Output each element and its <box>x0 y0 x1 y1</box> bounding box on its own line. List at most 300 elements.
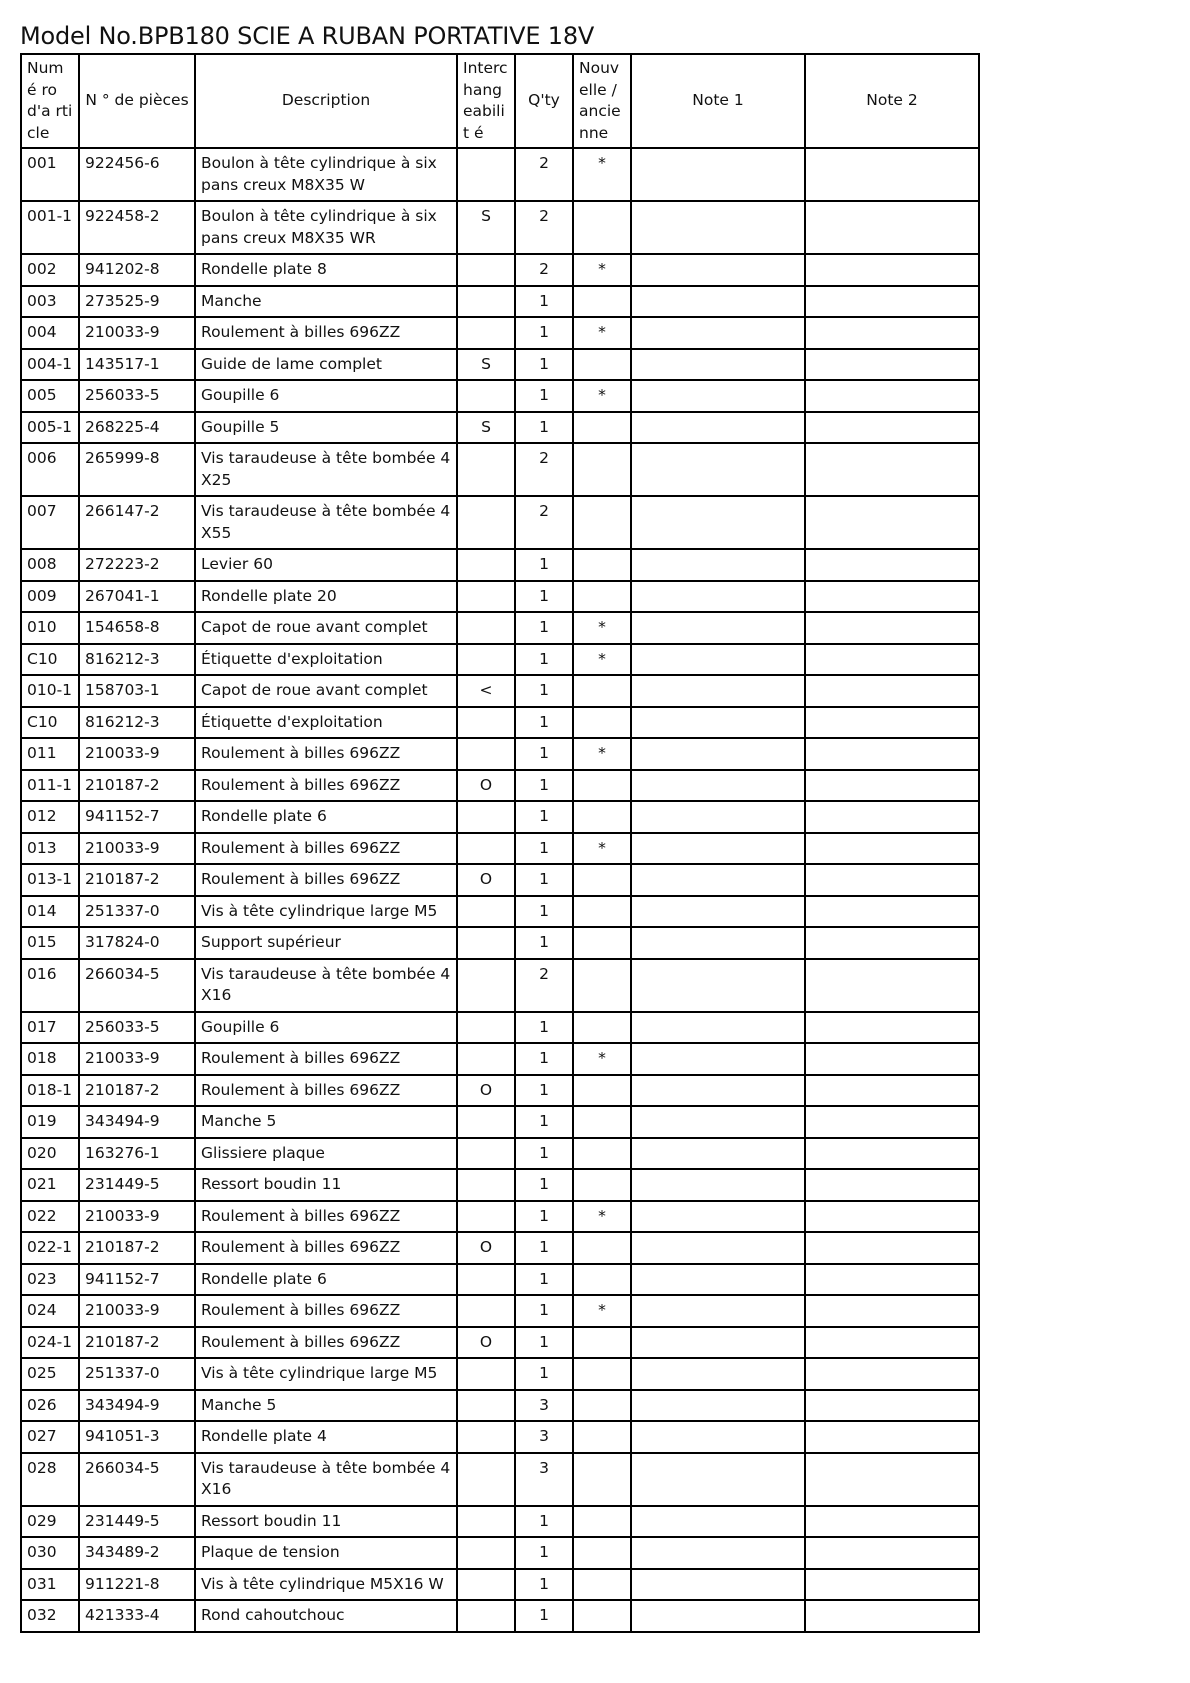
cell-description: Vis à tête cylindrique M5X16 W <box>195 1569 457 1601</box>
cell-note-2 <box>805 412 979 444</box>
cell-note-2 <box>805 1169 979 1201</box>
cell-description: Roulement à billes 696ZZ <box>195 1327 457 1359</box>
cell-description: Rondelle plate 20 <box>195 581 457 613</box>
cell-new-old: * <box>573 380 631 412</box>
cell-note-1 <box>631 1138 805 1170</box>
cell-interchangeability <box>457 317 515 349</box>
cell-new-old: * <box>573 148 631 201</box>
cell-item-number: 004-1 <box>21 349 79 381</box>
cell-note-2 <box>805 801 979 833</box>
cell-interchangeability <box>457 707 515 739</box>
table-row <box>21 1232 979 1264</box>
cell-item-number: 030 <box>21 1537 79 1569</box>
cell-note-2 <box>805 286 979 318</box>
cell-note-1 <box>631 770 805 802</box>
cell-description: Roulement à billes 696ZZ <box>195 770 457 802</box>
table-row <box>21 833 979 865</box>
cell-quantity: 1 <box>515 675 573 707</box>
cell-item-number: 020 <box>21 1138 79 1170</box>
cell-note-2 <box>805 1264 979 1296</box>
cell-interchangeability <box>457 801 515 833</box>
cell-item-number: 019 <box>21 1106 79 1138</box>
table-row <box>21 201 979 254</box>
table-row <box>21 1075 979 1107</box>
cell-description: Rondelle plate 4 <box>195 1421 457 1453</box>
cell-note-2 <box>805 1358 979 1390</box>
cell-part-number: 816212-3 <box>79 707 195 739</box>
cell-note-1 <box>631 581 805 613</box>
cell-note-1 <box>631 612 805 644</box>
cell-quantity: 1 <box>515 1201 573 1233</box>
table-header-row <box>21 54 979 148</box>
cell-note-1 <box>631 1600 805 1632</box>
cell-interchangeability <box>457 644 515 676</box>
cell-note-2 <box>805 1537 979 1569</box>
table-row <box>21 1043 979 1075</box>
table-row <box>21 959 979 1012</box>
cell-description: Manche <box>195 286 457 318</box>
cell-new-old <box>573 770 631 802</box>
cell-note-2 <box>805 1075 979 1107</box>
cell-part-number: 210187-2 <box>79 864 195 896</box>
parts-table <box>20 53 980 1633</box>
cell-note-2 <box>805 1600 979 1632</box>
cell-quantity: 1 <box>515 1169 573 1201</box>
cell-part-number: 143517-1 <box>79 349 195 381</box>
cell-interchangeability <box>457 1600 515 1632</box>
cell-interchangeability <box>457 581 515 613</box>
cell-new-old <box>573 549 631 581</box>
cell-part-number: 210187-2 <box>79 1327 195 1359</box>
cell-new-old <box>573 1358 631 1390</box>
cell-new-old <box>573 1537 631 1569</box>
cell-note-2 <box>805 738 979 770</box>
table-row <box>21 1295 979 1327</box>
cell-note-2 <box>805 201 979 254</box>
cell-part-number: 317824-0 <box>79 927 195 959</box>
cell-quantity: 2 <box>515 959 573 1012</box>
cell-new-old <box>573 581 631 613</box>
cell-description: Roulement à billes 696ZZ <box>195 738 457 770</box>
cell-part-number: 210033-9 <box>79 317 195 349</box>
cell-quantity: 2 <box>515 254 573 286</box>
cell-item-number: 024 <box>21 1295 79 1327</box>
cell-item-number: 007 <box>21 496 79 549</box>
cell-new-old <box>573 1169 631 1201</box>
cell-item-number: 003 <box>21 286 79 318</box>
table-row <box>21 1138 979 1170</box>
cell-quantity: 1 <box>515 1075 573 1107</box>
cell-description: Manche 5 <box>195 1106 457 1138</box>
table-row <box>21 349 979 381</box>
cell-interchangeability <box>457 1453 515 1506</box>
cell-interchangeability <box>457 1537 515 1569</box>
cell-quantity: 1 <box>515 738 573 770</box>
cell-quantity: 1 <box>515 1600 573 1632</box>
cell-description: Manche 5 <box>195 1390 457 1422</box>
cell-part-number: 210033-9 <box>79 833 195 865</box>
cell-description: Vis à tête cylindrique large M5 <box>195 1358 457 1390</box>
cell-description: Goupille 6 <box>195 380 457 412</box>
cell-description: Capot de roue avant complet <box>195 612 457 644</box>
cell-part-number: 267041-1 <box>79 581 195 613</box>
cell-interchangeability <box>457 927 515 959</box>
table-row <box>21 770 979 802</box>
cell-item-number: 013-1 <box>21 864 79 896</box>
cell-note-1 <box>631 1506 805 1538</box>
cell-quantity: 1 <box>515 1232 573 1264</box>
cell-note-1 <box>631 1453 805 1506</box>
table-row <box>21 644 979 676</box>
cell-item-number: 029 <box>21 1506 79 1538</box>
cell-new-old <box>573 1327 631 1359</box>
cell-description: Roulement à billes 696ZZ <box>195 1201 457 1233</box>
cell-note-2 <box>805 612 979 644</box>
cell-interchangeability <box>457 1264 515 1296</box>
header-quantity: Q'ty <box>515 54 573 148</box>
cell-quantity: 2 <box>515 148 573 201</box>
cell-item-number: 027 <box>21 1421 79 1453</box>
cell-new-old: * <box>573 612 631 644</box>
cell-note-2 <box>805 1421 979 1453</box>
cell-new-old: * <box>573 1201 631 1233</box>
table-row <box>21 864 979 896</box>
cell-new-old: * <box>573 738 631 770</box>
cell-item-number: 006 <box>21 443 79 496</box>
cell-description: Roulement à billes 696ZZ <box>195 1075 457 1107</box>
cell-item-number: 018-1 <box>21 1075 79 1107</box>
cell-new-old: * <box>573 833 631 865</box>
cell-note-2 <box>805 864 979 896</box>
cell-quantity: 3 <box>515 1421 573 1453</box>
cell-note-1 <box>631 675 805 707</box>
cell-note-2 <box>805 317 979 349</box>
cell-description: Goupille 6 <box>195 1012 457 1044</box>
cell-note-1 <box>631 380 805 412</box>
cell-new-old <box>573 896 631 928</box>
cell-note-1 <box>631 1537 805 1569</box>
cell-new-old <box>573 1232 631 1264</box>
cell-item-number: 013 <box>21 833 79 865</box>
cell-note-1 <box>631 959 805 1012</box>
cell-new-old <box>573 1390 631 1422</box>
cell-note-2 <box>805 496 979 549</box>
cell-note-2 <box>805 1295 979 1327</box>
table-row <box>21 1600 979 1632</box>
cell-quantity: 1 <box>515 1295 573 1327</box>
cell-interchangeability <box>457 896 515 928</box>
cell-part-number: 816212-3 <box>79 644 195 676</box>
cell-description: Roulement à billes 696ZZ <box>195 1043 457 1075</box>
cell-part-number: 343494-9 <box>79 1390 195 1422</box>
cell-description: Support supérieur <box>195 927 457 959</box>
table-row <box>21 1201 979 1233</box>
cell-quantity: 1 <box>515 1569 573 1601</box>
cell-item-number: 014 <box>21 896 79 928</box>
table-row <box>21 380 979 412</box>
cell-part-number: 265999-8 <box>79 443 195 496</box>
cell-note-2 <box>805 707 979 739</box>
cell-description: Vis à tête cylindrique large M5 <box>195 896 457 928</box>
cell-note-1 <box>631 496 805 549</box>
cell-part-number: 154658-8 <box>79 612 195 644</box>
cell-interchangeability: S <box>457 349 515 381</box>
cell-interchangeability <box>457 1043 515 1075</box>
cell-description: Étiquette d'exploitation <box>195 707 457 739</box>
header-part-number: N ° de pièces <box>79 54 195 148</box>
cell-item-number: 004 <box>21 317 79 349</box>
cell-note-2 <box>805 254 979 286</box>
cell-part-number: 922456-6 <box>79 148 195 201</box>
cell-part-number: 210187-2 <box>79 1075 195 1107</box>
cell-note-1 <box>631 644 805 676</box>
cell-part-number: 251337-0 <box>79 896 195 928</box>
cell-note-1 <box>631 1390 805 1422</box>
cell-quantity: 1 <box>515 1138 573 1170</box>
cell-part-number: 251337-0 <box>79 1358 195 1390</box>
cell-new-old <box>573 496 631 549</box>
cell-item-number: 008 <box>21 549 79 581</box>
table-row <box>21 581 979 613</box>
table-row <box>21 1421 979 1453</box>
cell-note-2 <box>805 1232 979 1264</box>
cell-description: Rondelle plate 6 <box>195 1264 457 1296</box>
table-row <box>21 549 979 581</box>
table-row <box>21 1390 979 1422</box>
cell-description: Goupille 5 <box>195 412 457 444</box>
cell-note-1 <box>631 412 805 444</box>
cell-new-old <box>573 801 631 833</box>
cell-interchangeability <box>457 549 515 581</box>
cell-new-old: * <box>573 644 631 676</box>
cell-description: Vis taraudeuse à tête bombée 4X55 <box>195 496 457 549</box>
cell-new-old <box>573 959 631 1012</box>
cell-interchangeability <box>457 959 515 1012</box>
table-row <box>21 675 979 707</box>
cell-quantity: 1 <box>515 927 573 959</box>
cell-note-1 <box>631 1201 805 1233</box>
cell-item-number: 022-1 <box>21 1232 79 1264</box>
cell-note-1 <box>631 201 805 254</box>
cell-item-number: 016 <box>21 959 79 1012</box>
cell-new-old <box>573 1453 631 1506</box>
cell-item-number: 001-1 <box>21 201 79 254</box>
cell-description: Roulement à billes 696ZZ <box>195 833 457 865</box>
cell-note-2 <box>805 148 979 201</box>
cell-quantity: 1 <box>515 581 573 613</box>
cell-item-number: 005-1 <box>21 412 79 444</box>
cell-item-number: 017 <box>21 1012 79 1044</box>
cell-note-1 <box>631 1295 805 1327</box>
cell-description: Rondelle plate 6 <box>195 801 457 833</box>
table-row <box>21 1453 979 1506</box>
cell-description: Étiquette d'exploitation <box>195 644 457 676</box>
cell-note-1 <box>631 707 805 739</box>
cell-new-old <box>573 286 631 318</box>
table-row <box>21 1506 979 1538</box>
cell-new-old <box>573 349 631 381</box>
cell-part-number: 210033-9 <box>79 1201 195 1233</box>
table-row <box>21 443 979 496</box>
cell-description: Vis taraudeuse à tête bombée 4X16 <box>195 1453 457 1506</box>
cell-note-1 <box>631 1358 805 1390</box>
cell-interchangeability <box>457 286 515 318</box>
cell-quantity: 1 <box>515 612 573 644</box>
cell-part-number: 256033-5 <box>79 380 195 412</box>
table-row <box>21 148 979 201</box>
cell-quantity: 1 <box>515 1012 573 1044</box>
cell-part-number: 941152-7 <box>79 801 195 833</box>
cell-description: Rondelle plate 8 <box>195 254 457 286</box>
cell-description: Roulement à billes 696ZZ <box>195 317 457 349</box>
cell-new-old <box>573 1569 631 1601</box>
cell-interchangeability <box>457 1295 515 1327</box>
cell-quantity: 1 <box>515 707 573 739</box>
cell-item-number: 010 <box>21 612 79 644</box>
table-row <box>21 412 979 444</box>
cell-part-number: 266034-5 <box>79 1453 195 1506</box>
cell-note-1 <box>631 864 805 896</box>
cell-interchangeability <box>457 1569 515 1601</box>
cell-part-number: 210187-2 <box>79 1232 195 1264</box>
page-title: Model No.BPB180 SCIE A RUBAN PORTATIVE 18V <box>20 22 595 50</box>
cell-interchangeability <box>457 612 515 644</box>
cell-item-number: 001 <box>21 148 79 201</box>
cell-new-old <box>573 1138 631 1170</box>
cell-part-number: 922458-2 <box>79 201 195 254</box>
cell-quantity: 3 <box>515 1390 573 1422</box>
cell-interchangeability: O <box>457 770 515 802</box>
cell-quantity: 1 <box>515 770 573 802</box>
cell-note-1 <box>631 1569 805 1601</box>
cell-quantity: 1 <box>515 896 573 928</box>
cell-item-number: 023 <box>21 1264 79 1296</box>
header-new-old: Nouv elle / ancie nne <box>573 54 631 148</box>
table-row <box>21 1012 979 1044</box>
cell-note-1 <box>631 1169 805 1201</box>
cell-note-2 <box>805 675 979 707</box>
table-row <box>21 1537 979 1569</box>
cell-quantity: 1 <box>515 549 573 581</box>
cell-note-2 <box>805 1138 979 1170</box>
cell-description: Levier 60 <box>195 549 457 581</box>
cell-interchangeability: O <box>457 864 515 896</box>
cell-interchangeability <box>457 1390 515 1422</box>
table-row <box>21 896 979 928</box>
cell-new-old <box>573 1106 631 1138</box>
table-row <box>21 612 979 644</box>
cell-note-2 <box>805 927 979 959</box>
table-row <box>21 1327 979 1359</box>
cell-note-1 <box>631 1264 805 1296</box>
table-row <box>21 1569 979 1601</box>
cell-note-1 <box>631 443 805 496</box>
cell-note-1 <box>631 317 805 349</box>
table-row <box>21 707 979 739</box>
cell-quantity: 3 <box>515 1453 573 1506</box>
cell-note-1 <box>631 1232 805 1264</box>
cell-item-number: 031 <box>21 1569 79 1601</box>
cell-quantity: 1 <box>515 801 573 833</box>
cell-note-2 <box>805 443 979 496</box>
cell-part-number: 343494-9 <box>79 1106 195 1138</box>
cell-interchangeability <box>457 1169 515 1201</box>
cell-item-number: 012 <box>21 801 79 833</box>
cell-note-1 <box>631 254 805 286</box>
cell-note-1 <box>631 349 805 381</box>
cell-part-number: 941152-7 <box>79 1264 195 1296</box>
cell-new-old: * <box>573 254 631 286</box>
cell-note-1 <box>631 833 805 865</box>
cell-note-1 <box>631 1421 805 1453</box>
cell-interchangeability <box>457 1012 515 1044</box>
cell-part-number: 911221-8 <box>79 1569 195 1601</box>
cell-new-old <box>573 1264 631 1296</box>
cell-part-number: 256033-5 <box>79 1012 195 1044</box>
cell-quantity: 1 <box>515 644 573 676</box>
header-item-number: Numé ro d'a rticle <box>21 54 79 148</box>
cell-description: Capot de roue avant complet <box>195 675 457 707</box>
cell-interchangeability: S <box>457 201 515 254</box>
cell-interchangeability: < <box>457 675 515 707</box>
header-note-1: Note 1 <box>631 54 805 148</box>
table-row <box>21 1358 979 1390</box>
cell-note-2 <box>805 581 979 613</box>
cell-interchangeability <box>457 254 515 286</box>
cell-description: Ressort boudin 11 <box>195 1169 457 1201</box>
cell-part-number: 941202-8 <box>79 254 195 286</box>
cell-item-number: 015 <box>21 927 79 959</box>
cell-interchangeability: O <box>457 1075 515 1107</box>
cell-quantity: 1 <box>515 833 573 865</box>
cell-quantity: 1 <box>515 1264 573 1296</box>
cell-description: Roulement à billes 696ZZ <box>195 1232 457 1264</box>
table-row <box>21 286 979 318</box>
table-row <box>21 927 979 959</box>
cell-note-2 <box>805 1453 979 1506</box>
cell-part-number: 210187-2 <box>79 770 195 802</box>
cell-part-number: 266034-5 <box>79 959 195 1012</box>
cell-part-number: 268225-4 <box>79 412 195 444</box>
cell-item-number: 028 <box>21 1453 79 1506</box>
table-row <box>21 1169 979 1201</box>
cell-note-2 <box>805 959 979 1012</box>
cell-note-1 <box>631 1106 805 1138</box>
cell-description: Glissiere plaque <box>195 1138 457 1170</box>
cell-part-number: 210033-9 <box>79 738 195 770</box>
cell-new-old <box>573 864 631 896</box>
cell-quantity: 2 <box>515 443 573 496</box>
header-interchangeability: Interc hang eabilit é <box>457 54 515 148</box>
cell-part-number: 421333-4 <box>79 1600 195 1632</box>
cell-interchangeability <box>457 738 515 770</box>
cell-quantity: 1 <box>515 412 573 444</box>
cell-note-2 <box>805 1106 979 1138</box>
cell-note-2 <box>805 833 979 865</box>
cell-note-1 <box>631 927 805 959</box>
cell-item-number: 002 <box>21 254 79 286</box>
cell-item-number: 011-1 <box>21 770 79 802</box>
cell-note-2 <box>805 1043 979 1075</box>
cell-item-number: C10 <box>21 644 79 676</box>
cell-note-2 <box>805 1201 979 1233</box>
cell-note-1 <box>631 1327 805 1359</box>
cell-description: Vis taraudeuse à tête bombée 4X25 <box>195 443 457 496</box>
cell-note-2 <box>805 1012 979 1044</box>
cell-new-old <box>573 675 631 707</box>
cell-note-1 <box>631 801 805 833</box>
cell-quantity: 1 <box>515 1043 573 1075</box>
